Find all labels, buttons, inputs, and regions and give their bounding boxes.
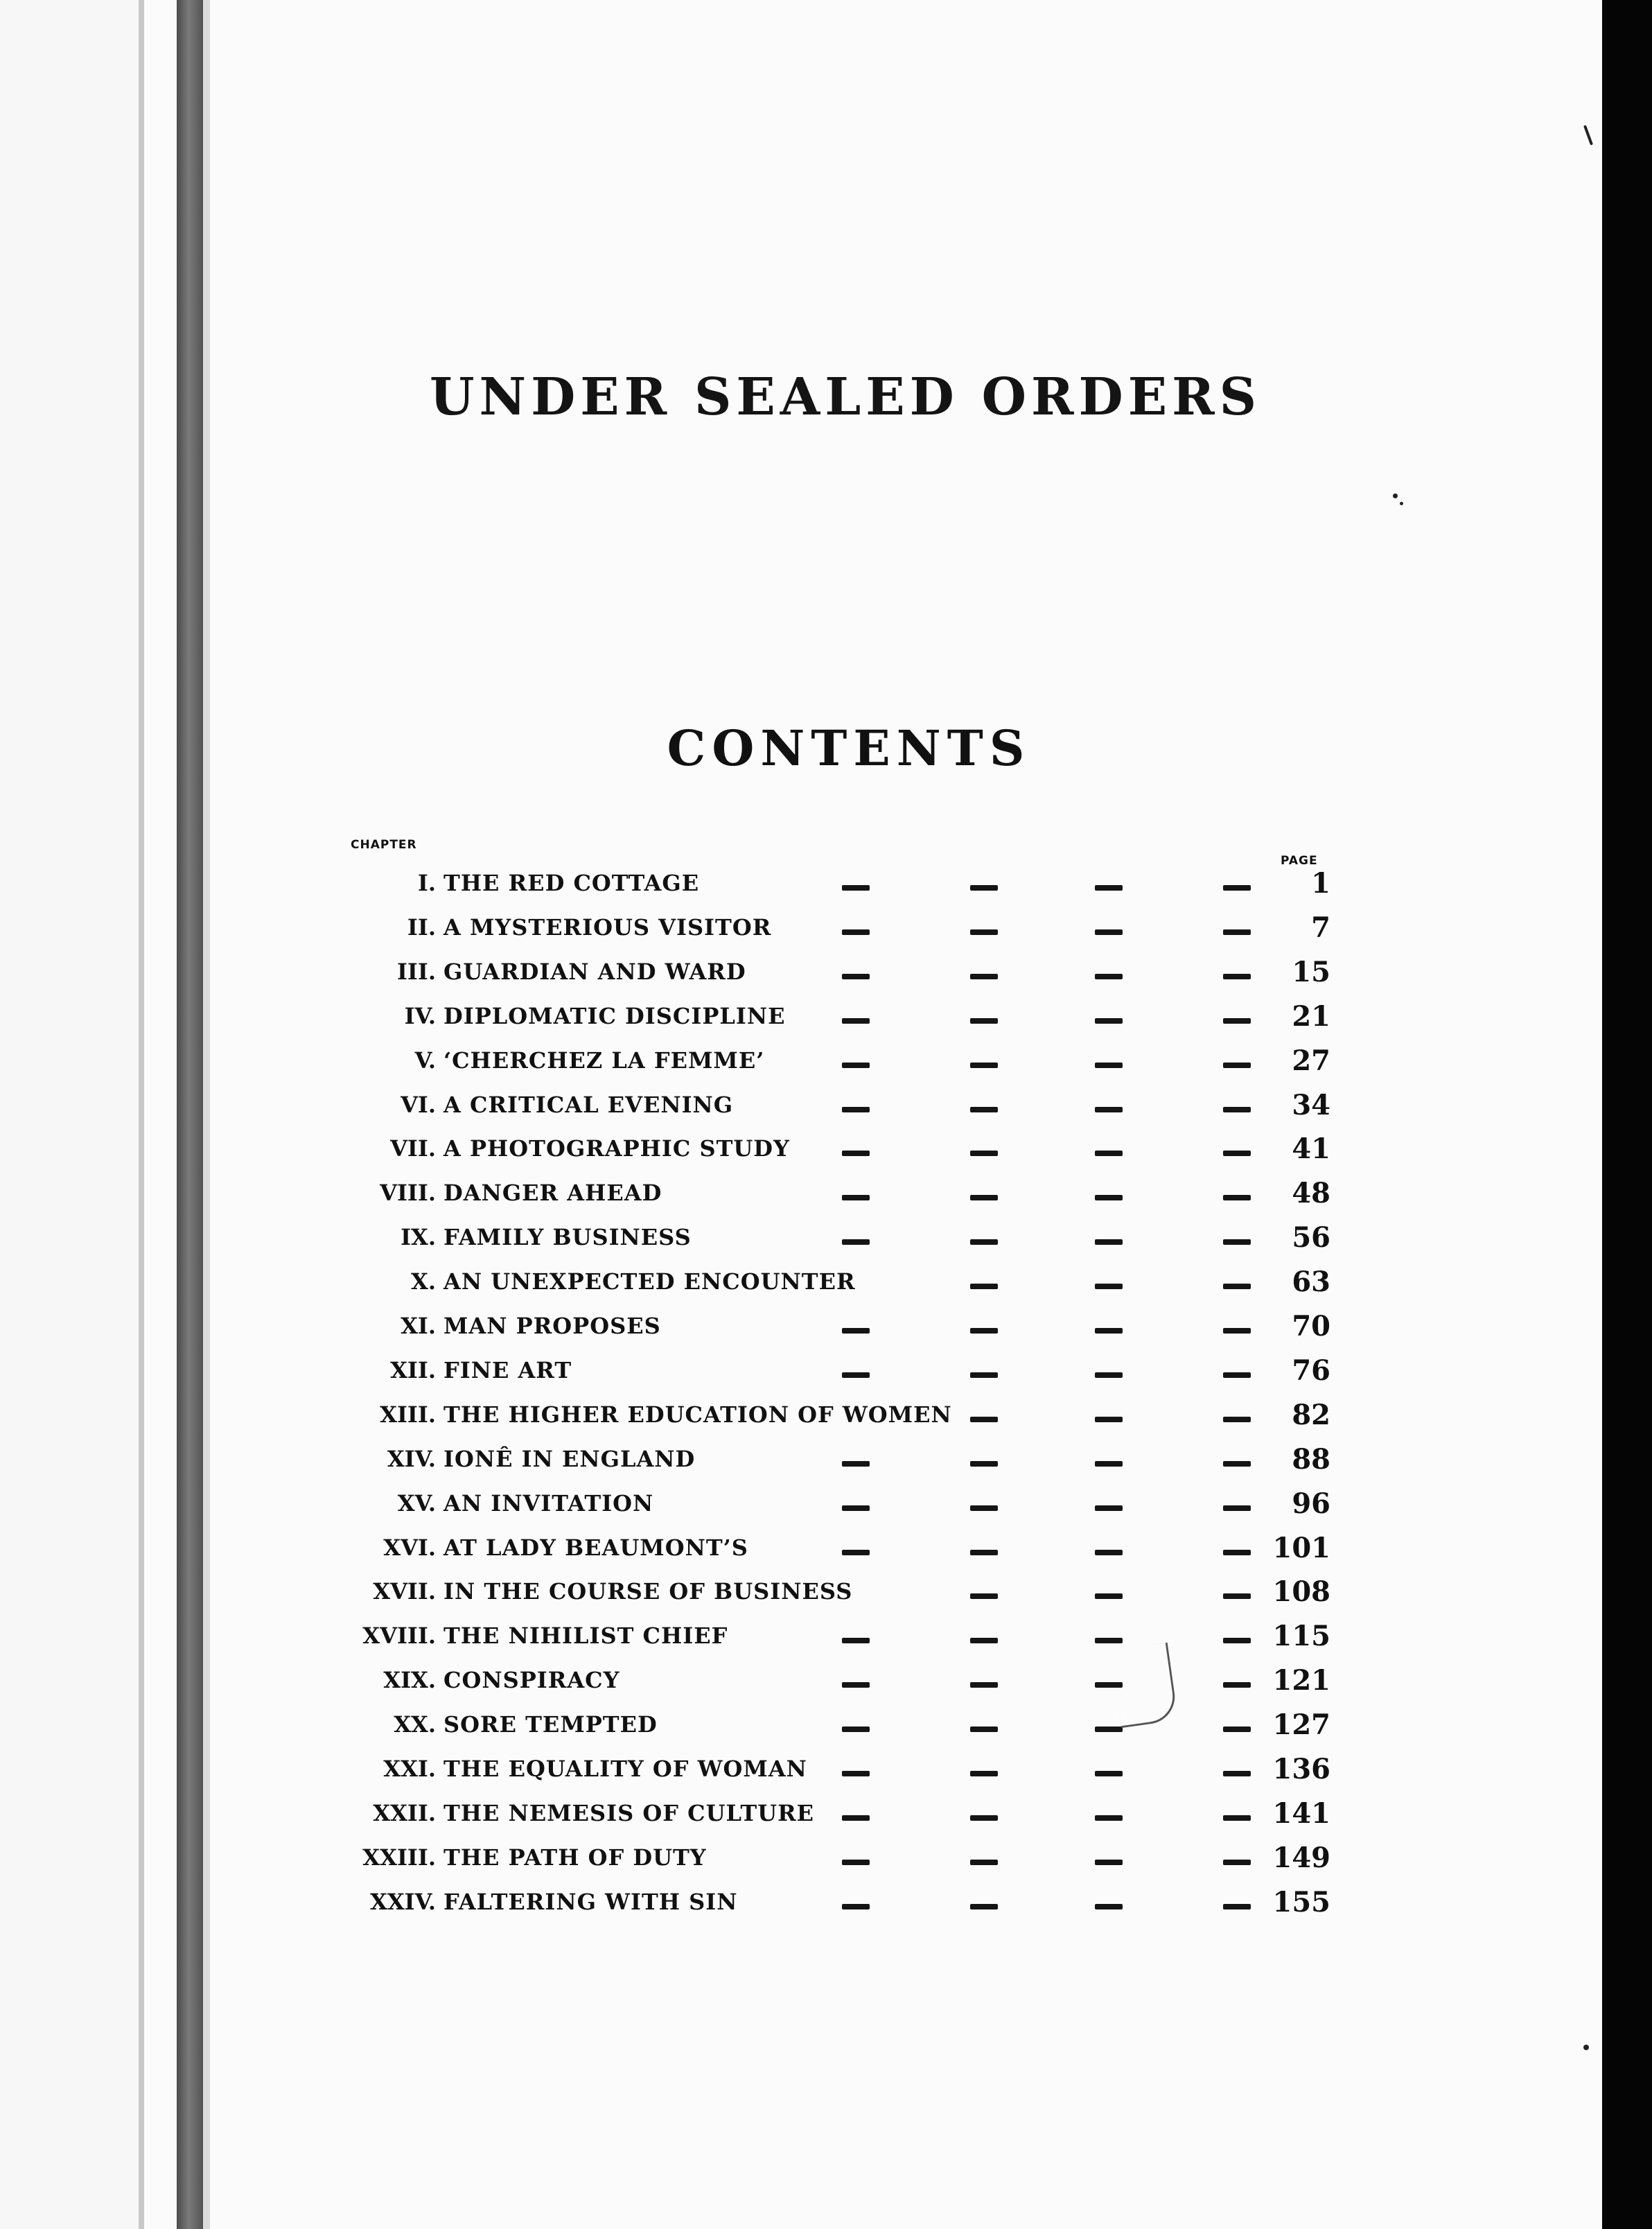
toc-entry (0, 1261, 1602, 1300)
toc-entry (0, 1528, 1602, 1566)
page-column-label: PAGE (1281, 854, 1318, 868)
leader-dash (970, 974, 998, 979)
chapter-number: XX. (394, 1711, 436, 1738)
chapter-title: AN INVITATION (443, 1489, 654, 1516)
chapter-title: FAMILY BUSINESS (443, 1224, 692, 1251)
chapter-number: XV. (397, 1489, 436, 1516)
page-number: 149 (1272, 1841, 1330, 1874)
chapter-number: XXII. (373, 1799, 436, 1826)
leader-dash (970, 1372, 998, 1378)
book-title: UNDER SEALED ORDERS (429, 367, 1262, 427)
leader-dash (842, 1860, 870, 1865)
toc-entry (0, 1040, 1602, 1079)
leader-dash (842, 1372, 870, 1378)
leader-dash (842, 1063, 870, 1068)
leader-dash (970, 1593, 998, 1599)
page-number: 96 (1292, 1487, 1330, 1520)
print-speck (1583, 2045, 1589, 2050)
leader-dash (1223, 1638, 1251, 1643)
leader-dash (1095, 1904, 1123, 1909)
leader-dash (842, 1151, 870, 1156)
leader-dash (1223, 1461, 1251, 1467)
leader-dash (1223, 1771, 1251, 1776)
toc-entry (0, 1395, 1602, 1433)
leader-dash (1223, 1505, 1251, 1511)
chapter-title: THE NEMESIS OF CULTURE (443, 1799, 815, 1826)
page-number: 101 (1272, 1531, 1330, 1564)
leader-dash (970, 1727, 998, 1732)
chapter-title: A CRITICAL EVENING (443, 1091, 734, 1118)
leader-dash (1223, 1018, 1251, 1024)
print-speck (1583, 125, 1593, 146)
toc-entry (0, 1837, 1602, 1876)
page-number: 63 (1292, 1266, 1330, 1299)
page-number: 82 (1292, 1398, 1330, 1431)
chapter-column-label: CHAPTER (351, 838, 417, 852)
toc-entry (0, 996, 1602, 1035)
chapter-number: I. (417, 870, 436, 896)
leader-dash (1095, 885, 1123, 891)
page-number: 70 (1292, 1310, 1330, 1343)
leader-dash (970, 1417, 998, 1422)
chapter-number: XIX. (383, 1667, 436, 1694)
chapter-number: V. (414, 1047, 436, 1074)
leader-dash (1223, 1682, 1251, 1688)
leader-dash (1223, 1328, 1251, 1334)
leader-dash (970, 1771, 998, 1776)
leader-dash (842, 929, 870, 935)
toc-entry (0, 1350, 1602, 1389)
chapter-number: VII. (390, 1135, 436, 1162)
leader-dash (1223, 885, 1251, 891)
page-number: 76 (1292, 1354, 1330, 1387)
chapter-number: XXIV. (370, 1888, 436, 1915)
leader-dash (842, 1107, 870, 1112)
toc-entry (0, 1616, 1602, 1654)
page-number: 121 (1272, 1664, 1330, 1697)
chapter-number: X. (411, 1268, 436, 1295)
leader-dash (1223, 974, 1251, 979)
leader-dash (970, 1461, 998, 1467)
chapter-title: THE HIGHER EDUCATION OF WOMEN (443, 1401, 952, 1428)
chapter-title: IONÊ IN ENGLAND (443, 1445, 696, 1472)
toc-entry (0, 907, 1602, 946)
leader-dash (970, 1328, 998, 1334)
toc-entry (0, 1793, 1602, 1832)
page-number: 41 (1292, 1133, 1330, 1166)
page-number: 88 (1292, 1442, 1330, 1476)
chapter-title: THE RED COTTAGE (443, 870, 700, 896)
page-number: 127 (1272, 1708, 1330, 1742)
leader-dash (1223, 1417, 1251, 1422)
leader-dash (842, 1328, 870, 1334)
leader-dash (1095, 1815, 1123, 1821)
leader-dash (842, 1815, 870, 1821)
leader-dash (970, 1904, 998, 1909)
chapter-title: FINE ART (443, 1356, 572, 1383)
leader-dash (1095, 1151, 1123, 1156)
page-number: 108 (1272, 1575, 1330, 1609)
print-speck (1400, 502, 1403, 505)
print-speck (1393, 493, 1398, 498)
leader-dash (842, 1904, 870, 1909)
leader-dash (1095, 1727, 1123, 1732)
leader-dash (842, 885, 870, 891)
toc-entry (0, 1749, 1602, 1787)
leader-dash (970, 1638, 998, 1643)
leader-dash (1095, 974, 1123, 979)
page-number: 48 (1292, 1177, 1330, 1210)
chapter-title: IN THE COURSE OF BUSINESS (443, 1578, 853, 1605)
scan-border (1602, 0, 1652, 2229)
leader-dash (1095, 1195, 1123, 1200)
page-number: 1 (1311, 867, 1330, 900)
leader-dash (1095, 1107, 1123, 1112)
leader-dash (970, 1550, 998, 1555)
leader-dash (970, 1107, 998, 1112)
chapter-title: SORE TEMPTED (443, 1711, 658, 1738)
leader-dash (842, 1195, 870, 1200)
page-number: 155 (1272, 1885, 1330, 1918)
leader-dash (970, 1505, 998, 1511)
chapter-title: FALTERING WITH SIN (443, 1888, 738, 1915)
chapter-number: XVII. (373, 1578, 436, 1605)
leader-dash (1095, 1063, 1123, 1068)
chapter-number: IX. (401, 1224, 436, 1251)
toc-entry (0, 952, 1602, 990)
toc-entry (0, 863, 1602, 902)
leader-dash (970, 1018, 998, 1024)
leader-dash (1223, 929, 1251, 935)
leader-dash (1095, 1550, 1123, 1555)
leader-dash (1223, 1239, 1251, 1245)
leader-dash (1095, 1593, 1123, 1599)
leader-dash (970, 1151, 998, 1156)
chapter-title: DANGER AHEAD (443, 1180, 662, 1207)
chapter-title: THE EQUALITY OF WOMAN (443, 1756, 807, 1782)
leader-dash (970, 1860, 998, 1865)
toc-entry (0, 1173, 1602, 1212)
leader-dash (1095, 1284, 1123, 1289)
leader-dash (842, 1727, 870, 1732)
chapter-number: XIII. (380, 1401, 436, 1428)
leader-dash (1095, 1417, 1123, 1422)
contents-heading: CONTENTS (667, 719, 1031, 777)
leader-dash (1095, 1018, 1123, 1024)
leader-dash (842, 1239, 870, 1245)
leader-dash (1095, 1505, 1123, 1511)
leader-dash (1223, 1372, 1251, 1378)
leader-dash (970, 929, 998, 935)
table-of-contents (0, 863, 1602, 1937)
chapter-title: DIPLOMATIC DISCIPLINE (443, 1002, 786, 1029)
leader-dash (970, 1195, 998, 1200)
page-number: 27 (1292, 1044, 1330, 1077)
chapter-number: IV. (404, 1002, 436, 1029)
leader-dash (970, 885, 998, 891)
chapter-number: XVI. (383, 1534, 436, 1561)
toc-entry (0, 1660, 1602, 1699)
leader-dash (1223, 1904, 1251, 1909)
leader-dash (970, 1239, 998, 1245)
leader-dash (1095, 929, 1123, 935)
chapter-number: VIII. (380, 1180, 436, 1207)
chapter-title: A MYSTERIOUS VISITOR (443, 914, 772, 941)
chapter-title: MAN PROPOSES (443, 1313, 661, 1339)
leader-dash (1095, 1771, 1123, 1776)
leader-dash (1095, 1461, 1123, 1467)
leader-dash (1095, 1239, 1123, 1245)
chapter-title: AN UNEXPECTED ENCOUNTER (443, 1268, 856, 1295)
leader-dash (1223, 1815, 1251, 1821)
page-number: 115 (1272, 1620, 1330, 1653)
leader-dash (970, 1682, 998, 1688)
leader-dash (842, 1550, 870, 1555)
leader-dash (1095, 1328, 1123, 1334)
leader-dash (842, 1505, 870, 1511)
toc-entry (0, 1882, 1602, 1921)
toc-entry (0, 1085, 1602, 1124)
chapter-number: XII. (390, 1356, 436, 1383)
chapter-title: A PHOTOGRAPHIC STUDY (443, 1135, 790, 1162)
leader-dash (1223, 1284, 1251, 1289)
page-number: 136 (1272, 1753, 1330, 1785)
leader-dash (970, 1284, 998, 1289)
chapter-title: GUARDIAN AND WARD (443, 958, 746, 985)
toc-entry (0, 1306, 1602, 1345)
chapter-title: THE PATH OF DUTY (443, 1844, 707, 1871)
leader-dash (1223, 1593, 1251, 1599)
leader-dash (1223, 1727, 1251, 1732)
leader-dash (1223, 1151, 1251, 1156)
leader-dash (970, 1815, 998, 1821)
page-number: 141 (1272, 1797, 1330, 1830)
leader-dash (1223, 1860, 1251, 1865)
toc-entry (0, 1704, 1602, 1743)
chapter-number: VI. (401, 1091, 436, 1118)
chapter-number: XVIII. (362, 1623, 436, 1650)
leader-dash (842, 974, 870, 979)
chapter-number: XXIII. (362, 1844, 436, 1871)
leader-dash (842, 1682, 870, 1688)
leader-dash (1095, 1372, 1123, 1378)
chapter-title: ‘CHERCHEZ LA FEMME’ (443, 1047, 765, 1074)
toc-entry (0, 1571, 1602, 1610)
leader-dash (1223, 1063, 1251, 1068)
toc-entry (0, 1217, 1602, 1256)
chapter-number: XI. (401, 1313, 436, 1339)
chapter-title: AT LADY BEAUMONT’S (443, 1534, 748, 1561)
leader-dash (842, 1461, 870, 1467)
leader-dash (1223, 1107, 1251, 1112)
chapter-title: CONSPIRACY (443, 1667, 620, 1694)
chapter-number: III. (396, 958, 436, 985)
leader-dash (970, 1063, 998, 1068)
page-number: 56 (1292, 1221, 1330, 1255)
leader-dash (842, 1638, 870, 1643)
chapter-number: XIV. (387, 1445, 436, 1472)
leader-dash (1095, 1860, 1123, 1865)
chapter-number: II. (407, 914, 436, 941)
chapter-number: XXI. (383, 1756, 436, 1782)
leader-dash (1223, 1195, 1251, 1200)
page-number: 7 (1311, 911, 1330, 944)
page-number: 34 (1292, 1088, 1330, 1121)
page-number: 21 (1292, 999, 1330, 1033)
leader-dash (1095, 1638, 1123, 1643)
toc-entry (0, 1439, 1602, 1478)
leader-dash (842, 1018, 870, 1024)
toc-entry (0, 1483, 1602, 1522)
toc-entry (0, 1128, 1602, 1167)
leader-dash (842, 1771, 870, 1776)
page-number: 15 (1292, 955, 1330, 988)
chapter-title: THE NIHILIST CHIEF (443, 1623, 728, 1650)
leader-dash (1223, 1550, 1251, 1555)
